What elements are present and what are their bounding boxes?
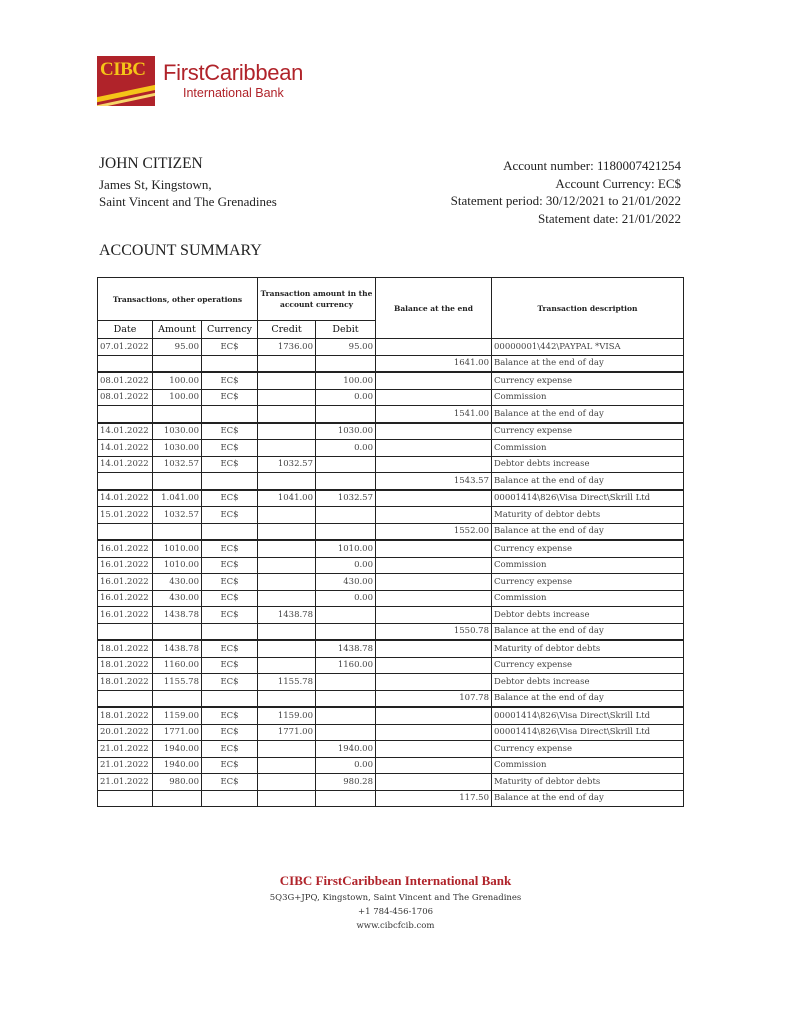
cell-debit: 0.00: [316, 389, 376, 406]
cell-amount: 1940.00: [153, 757, 202, 774]
cell-date: 18.01.2022: [98, 707, 153, 724]
cell-date: [98, 473, 153, 490]
cell-description: 00000001\442\PAYPAL *VISA: [492, 339, 684, 356]
header-balance: Balance at the end: [376, 278, 492, 339]
cell-date: 21.01.2022: [98, 757, 153, 774]
cell-balance: 1550.78: [376, 623, 492, 640]
cell-amount: [153, 623, 202, 640]
cell-description: Debtor debts increase: [492, 607, 684, 624]
cell-balance: [376, 372, 492, 389]
cell-date: [98, 406, 153, 423]
cell-credit: [258, 757, 316, 774]
cell-currency: EC$: [202, 741, 258, 758]
group-header-transactions: Transactions, other operations: [98, 278, 258, 321]
header-debit: Debit: [316, 321, 376, 339]
cell-amount: 430.00: [153, 590, 202, 607]
cell-amount: 1010.00: [153, 557, 202, 574]
cell-debit: 100.00: [316, 372, 376, 389]
footer: [0, 873, 791, 931]
cell-date: 16.01.2022: [98, 590, 153, 607]
cell-description: Maturity of debtor debts: [492, 640, 684, 657]
cell-credit: 1771.00: [258, 724, 316, 741]
table-row: [98, 741, 684, 758]
cell-currency: EC$: [202, 574, 258, 591]
cell-date: 18.01.2022: [98, 640, 153, 657]
cell-balance: [376, 707, 492, 724]
cell-credit: [258, 540, 316, 557]
cell-description: 00001414\826\Visa Direct\Skrill Ltd: [492, 490, 684, 507]
statement-period: Statement period: 30/12/2021 to 21/01/2022: [450, 193, 681, 208]
logo-mark-text: CIBC: [100, 59, 146, 80]
balance-row: [98, 690, 684, 707]
logo-bank-name: FirstCaribbean: [163, 60, 304, 85]
cell-currency: EC$: [202, 757, 258, 774]
cell-balance: [376, 540, 492, 557]
cell-description: Currency expense: [492, 540, 684, 557]
cell-balance: [376, 674, 492, 691]
balance-row: [98, 790, 684, 807]
cell-currency: [202, 690, 258, 707]
table-row: [98, 540, 684, 557]
cell-currency: EC$: [202, 456, 258, 473]
cell-description: Balance at the end of day: [492, 406, 684, 423]
cibc-logo-mark: [97, 56, 155, 106]
cell-credit: [258, 640, 316, 657]
cell-currency: [202, 406, 258, 423]
customer-address-line2: Saint Vincent and The Grenadines: [99, 194, 277, 209]
cell-description: Debtor debts increase: [492, 674, 684, 691]
cell-credit: 1041.00: [258, 490, 316, 507]
cell-currency: EC$: [202, 440, 258, 457]
cell-credit: [258, 557, 316, 574]
cell-amount: [153, 406, 202, 423]
statement-date: Statement date: 21/01/2022: [538, 210, 681, 226]
cell-balance: [376, 590, 492, 607]
cell-date: 08.01.2022: [98, 372, 153, 389]
cell-amount: 1940.00: [153, 741, 202, 758]
cell-description: 00001414\826\Visa Direct\Skrill Ltd: [492, 707, 684, 724]
cell-description: Currency expense: [492, 574, 684, 591]
cell-description: Commission: [492, 757, 684, 774]
cell-currency: [202, 473, 258, 490]
cell-balance: 1543.57: [376, 473, 492, 490]
cell-debit: 0.00: [316, 590, 376, 607]
cell-currency: EC$: [202, 657, 258, 674]
table-row: [98, 590, 684, 607]
cell-credit: [258, 590, 316, 607]
cell-amount: [153, 690, 202, 707]
cell-amount: 430.00: [153, 574, 202, 591]
customer-address-line1: James St, Kingstown,: [99, 177, 212, 192]
cell-debit: 430.00: [316, 574, 376, 591]
footer-bank-name: CIBC FirstCaribbean International Bank: [279, 873, 512, 888]
cell-date: 20.01.2022: [98, 724, 153, 741]
cell-date: 16.01.2022: [98, 557, 153, 574]
cell-debit: 0.00: [316, 757, 376, 774]
cell-date: 16.01.2022: [98, 540, 153, 557]
cell-description: Commission: [492, 590, 684, 607]
cell-balance: 107.78: [376, 690, 492, 707]
table-row: [98, 490, 684, 507]
cell-currency: EC$: [202, 540, 258, 557]
cell-currency: EC$: [202, 557, 258, 574]
cell-currency: EC$: [202, 507, 258, 524]
cell-date: [98, 355, 153, 372]
cell-currency: EC$: [202, 640, 258, 657]
cell-date: 14.01.2022: [98, 440, 153, 457]
cell-currency: EC$: [202, 707, 258, 724]
cell-credit: [258, 774, 316, 791]
table-row: [98, 657, 684, 674]
cell-description: Balance at the end of day: [492, 623, 684, 640]
cell-date: 18.01.2022: [98, 657, 153, 674]
cell-credit: [258, 657, 316, 674]
cell-amount: 1.041.00: [153, 490, 202, 507]
cell-credit: 1159.00: [258, 707, 316, 724]
cell-credit: [258, 507, 316, 524]
cell-date: [98, 623, 153, 640]
cell-amount: 100.00: [153, 389, 202, 406]
cell-balance: 117.50: [376, 790, 492, 807]
cell-amount: 1032.57: [153, 507, 202, 524]
cell-credit: [258, 690, 316, 707]
account-info: [451, 157, 681, 227]
cell-debit: 1438.78: [316, 640, 376, 657]
cell-debit: 1032.57: [316, 490, 376, 507]
cell-date: 21.01.2022: [98, 774, 153, 791]
cell-debit: [316, 790, 376, 807]
cell-description: Currency expense: [492, 372, 684, 389]
cell-credit: [258, 440, 316, 457]
cell-credit: [258, 523, 316, 540]
cell-balance: [376, 741, 492, 758]
cell-debit: 1030.00: [316, 423, 376, 440]
cell-date: 16.01.2022: [98, 574, 153, 591]
cell-balance: [376, 507, 492, 524]
cell-currency: EC$: [202, 389, 258, 406]
cell-date: 15.01.2022: [98, 507, 153, 524]
cell-balance: 1641.00: [376, 355, 492, 372]
cell-credit: [258, 372, 316, 389]
cell-credit: [258, 623, 316, 640]
table-row: [98, 507, 684, 524]
balance-row: [98, 355, 684, 372]
cell-balance: [376, 574, 492, 591]
cell-balance: 1541.00: [376, 406, 492, 423]
table-row: [98, 423, 684, 440]
cell-amount: 1438.78: [153, 640, 202, 657]
cell-amount: 1010.00: [153, 540, 202, 557]
table-row: [98, 440, 684, 457]
cell-debit: [316, 406, 376, 423]
cell-currency: EC$: [202, 607, 258, 624]
cell-amount: 1438.78: [153, 607, 202, 624]
cell-debit: [316, 623, 376, 640]
table-row: [98, 339, 684, 356]
balance-row: [98, 406, 684, 423]
cell-amount: [153, 523, 202, 540]
account-number: Account number: 1180007421254: [503, 158, 681, 173]
cell-description: Currency expense: [492, 741, 684, 758]
cell-amount: 1771.00: [153, 724, 202, 741]
cell-amount: [153, 790, 202, 807]
cell-credit: 1736.00: [258, 339, 316, 356]
table-row: [98, 707, 684, 724]
cell-amount: 1030.00: [153, 440, 202, 457]
cell-description: Commission: [492, 389, 684, 406]
bank-logo: [97, 56, 307, 108]
cell-date: 08.01.2022: [98, 389, 153, 406]
cell-date: [98, 690, 153, 707]
cell-debit: [316, 707, 376, 724]
cell-debit: [316, 674, 376, 691]
cell-credit: 1438.78: [258, 607, 316, 624]
cell-amount: 1032.57: [153, 456, 202, 473]
cell-balance: [376, 640, 492, 657]
cell-balance: [376, 557, 492, 574]
table-row: [98, 607, 684, 624]
header-amount: Amount: [153, 321, 202, 339]
balance-row: [98, 623, 684, 640]
cell-debit: [316, 355, 376, 372]
cell-currency: EC$: [202, 724, 258, 741]
cell-credit: [258, 574, 316, 591]
cell-credit: [258, 790, 316, 807]
cell-currency: EC$: [202, 774, 258, 791]
cell-balance: [376, 456, 492, 473]
cell-balance: [376, 774, 492, 791]
table-row: [98, 372, 684, 389]
balance-row: [98, 473, 684, 490]
cell-balance: [376, 724, 492, 741]
cell-debit: 1160.00: [316, 657, 376, 674]
cell-currency: EC$: [202, 339, 258, 356]
footer-address: 5Q3G+JPQ, Kingstown, Saint Vincent and The Grenadines: [269, 893, 522, 903]
cell-debit: 0.00: [316, 557, 376, 574]
customer-info: [99, 155, 277, 210]
cell-amount: 1160.00: [153, 657, 202, 674]
balance-row: [98, 523, 684, 540]
cell-description: Balance at the end of day: [492, 473, 684, 490]
cell-date: 14.01.2022: [98, 456, 153, 473]
cell-amount: [153, 473, 202, 490]
cell-date: 07.01.2022: [98, 339, 153, 356]
cell-amount: 1030.00: [153, 423, 202, 440]
table-row: [98, 640, 684, 657]
cell-debit: 1940.00: [316, 741, 376, 758]
cell-debit: 980.28: [316, 774, 376, 791]
cell-description: Currency expense: [492, 423, 684, 440]
cell-currency: EC$: [202, 423, 258, 440]
cell-date: 14.01.2022: [98, 490, 153, 507]
cell-debit: [316, 607, 376, 624]
cell-credit: [258, 355, 316, 372]
cell-balance: 1552.00: [376, 523, 492, 540]
table-row: [98, 456, 684, 473]
cell-credit: [258, 473, 316, 490]
cell-description: Balance at the end of day: [492, 355, 684, 372]
cell-balance: [376, 339, 492, 356]
cell-currency: EC$: [202, 590, 258, 607]
cell-amount: 1155.78: [153, 674, 202, 691]
cell-description: Commission: [492, 440, 684, 457]
cell-date: [98, 523, 153, 540]
cell-credit: [258, 423, 316, 440]
header-date: Date: [98, 321, 153, 339]
customer-name: JOHN CITIZEN: [99, 155, 203, 172]
cell-debit: [316, 523, 376, 540]
cell-date: 16.01.2022: [98, 607, 153, 624]
cell-description: Commission: [492, 557, 684, 574]
header-credit: Credit: [258, 321, 316, 339]
cell-debit: [316, 724, 376, 741]
account-summary-title: ACCOUNT SUMMARY: [99, 242, 262, 259]
cell-amount: 980.00: [153, 774, 202, 791]
cell-description: Maturity of debtor debts: [492, 774, 684, 791]
cell-balance: [376, 607, 492, 624]
cell-balance: [376, 423, 492, 440]
cell-credit: [258, 406, 316, 423]
header-currency: Currency: [202, 321, 258, 339]
cell-currency: EC$: [202, 372, 258, 389]
cell-balance: [376, 757, 492, 774]
cell-currency: [202, 523, 258, 540]
cell-amount: 100.00: [153, 372, 202, 389]
cell-balance: [376, 440, 492, 457]
cell-debit: [316, 473, 376, 490]
cell-balance: [376, 490, 492, 507]
logo-bank-subtitle: International Bank: [183, 86, 284, 100]
table-row: [98, 774, 684, 791]
cell-debit: 1010.00: [316, 540, 376, 557]
cell-description: Maturity of debtor debts: [492, 507, 684, 524]
cell-debit: [316, 456, 376, 473]
cell-currency: [202, 790, 258, 807]
cell-date: 18.01.2022: [98, 674, 153, 691]
group-header-amount-currency: Transaction amount in the account currency: [258, 278, 376, 321]
table-row: [98, 557, 684, 574]
cell-date: 14.01.2022: [98, 423, 153, 440]
cell-debit: [316, 690, 376, 707]
cell-description: Balance at the end of day: [492, 523, 684, 540]
cell-credit: [258, 389, 316, 406]
cell-description: Currency expense: [492, 657, 684, 674]
cell-description: 00001414\826\Visa Direct\Skrill Ltd: [492, 724, 684, 741]
cell-credit: 1032.57: [258, 456, 316, 473]
header-description: Transaction description: [492, 278, 684, 339]
cell-amount: [153, 355, 202, 372]
cell-amount: 95.00: [153, 339, 202, 356]
table-row: [98, 574, 684, 591]
cell-currency: [202, 623, 258, 640]
cell-debit: 95.00: [316, 339, 376, 356]
cell-debit: [316, 507, 376, 524]
table-row: [98, 389, 684, 406]
account-currency: Account Currency: EC$: [555, 175, 681, 191]
cell-credit: 1155.78: [258, 674, 316, 691]
footer-phone: +1 784-456-1706: [357, 907, 434, 917]
transactions-table: [97, 277, 684, 807]
cell-currency: EC$: [202, 674, 258, 691]
table-row: [98, 674, 684, 691]
table-row: [98, 724, 684, 741]
cell-description: Balance at the end of day: [492, 790, 684, 807]
cell-currency: [202, 355, 258, 372]
cell-date: [98, 790, 153, 807]
cell-debit: 0.00: [316, 440, 376, 457]
cell-balance: [376, 389, 492, 406]
table-row: [98, 757, 684, 774]
cell-date: 21.01.2022: [98, 741, 153, 758]
cell-description: Debtor debts increase: [492, 456, 684, 473]
cell-balance: [376, 657, 492, 674]
cell-description: Balance at the end of day: [492, 690, 684, 707]
cell-amount: 1159.00: [153, 707, 202, 724]
cell-credit: [258, 741, 316, 758]
cell-currency: EC$: [202, 490, 258, 507]
footer-website: www.cibcfcib.com: [356, 921, 435, 931]
